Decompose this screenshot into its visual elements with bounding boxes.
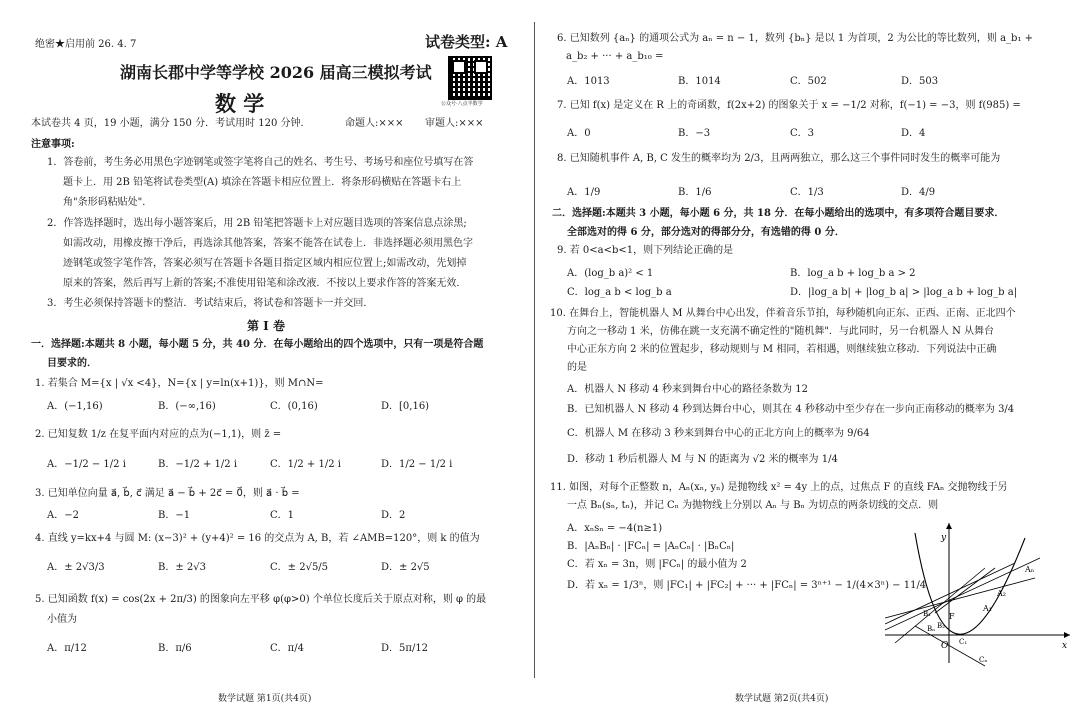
- q5-option-b: B．π/6: [158, 643, 192, 654]
- q6-stem: 6. 已知数列 {aₙ} 的通项公式为 aₙ = n − 1，数列 {bₙ} 是以 1 为首项，2 为公比的等比数列，则 a_b₁ +: [557, 33, 1034, 44]
- label-origin: O: [941, 641, 949, 651]
- x-axis-arrow-icon: [1064, 632, 1070, 638]
- section1-line: 一．选择题:本题共 8 小题，每小题 5 分，共 40 分．在每小题给出的四个选项中，只有一项是符合题: [31, 339, 484, 350]
- y-axis-arrow-icon: [946, 523, 952, 529]
- q1-option-c: C．(0,16): [270, 401, 318, 412]
- q11-option-b: B．|AₙBₙ| · |FCₙ| = |AₙCₙ| · |BₙCₙ|: [567, 541, 735, 552]
- parabola-figure: [875, 518, 1075, 668]
- q5-stem: 5. 已知函数 f(x) = cos(2x + 2π/3) 的图象向左平移 φ(φ>0) 个单位长度后关于原点对称，则 φ 的最: [35, 594, 487, 605]
- q10-line: 方向之一移动 1 米，仿佛在跳一支充满不确定性的"随机舞"．与此同时，另一台机器人 N 从舞台: [567, 326, 995, 337]
- q7-option-c: C．3: [790, 128, 815, 139]
- q1-option-a: A．(−1,16): [47, 401, 103, 412]
- q3-option-d: D．2: [381, 510, 406, 521]
- q3-option-c: C．1: [270, 510, 295, 521]
- q9-option-c: C．log_a b < log_b a: [567, 287, 672, 298]
- q8-option-d: D．4/9: [901, 187, 936, 198]
- q7-option-d: D．4: [901, 128, 926, 139]
- q10-option-a: A．机器人 N 移动 4 秒来到舞台中心的路径条数为 12: [567, 384, 808, 395]
- note-line: 题卡上．用 2B 铅笔将试卷类型(A) 填涂在答题卡相应位置上．将条形码横贴在答题卡右上: [63, 177, 462, 188]
- label-cn: Cₙ: [979, 656, 988, 664]
- page-footer: 数学试题 第1页(共4页): [218, 694, 312, 704]
- q10-option-b: B．已知机器人 N 移动 4 秒到达舞台中心，则其在 4 秒移动中至少存在一步向正南移动的概率为 3/4: [567, 404, 1015, 415]
- q10-line: 10. 在舞台上，智能机器人 M 从舞台中心出发，伴着音乐节拍，每秒随机向正东、正西、正南、正北四个: [550, 308, 1016, 319]
- q10-option-d: D．移动 1 秒后机器人 M 与 N 的距离为 √2 米的概率为 1/4: [567, 454, 838, 465]
- q6-option-c: C．502: [790, 76, 827, 87]
- q8-option-b: B．1/6: [678, 187, 712, 198]
- paper-type: 试卷类型: A: [425, 33, 508, 51]
- q8-option-a: A．1/9: [567, 187, 601, 198]
- q7-stem: 7. 已知 f(x) 是定义在 R 上的奇函数，f(2x+2) 的图象关于 x = −1/2 对称，f(−1) = −3，则 f(985) =: [557, 100, 1021, 111]
- q6-stem-cont: a_b₂ + ··· + a_b₁₀ =: [566, 51, 664, 62]
- q9-stem: 9. 若 0<a<b<1，则下列结论正确的是: [557, 245, 734, 256]
- label-b2: B₂: [937, 622, 945, 630]
- label-y: y: [941, 533, 947, 543]
- q5-stem-cont: 小值为: [47, 614, 77, 625]
- label-b1: B₁: [923, 610, 931, 618]
- q6-option-b: B．1014: [678, 76, 721, 87]
- q11-line: 一点 Bₙ(sₙ, tₙ)，并记 Cₙ 为抛物线上分别以 Aₙ 与 Bₙ 为切点的两条切线的交点．则: [567, 500, 939, 511]
- q7-option-b: B．−3: [678, 128, 711, 139]
- focal-chord: [885, 558, 1040, 630]
- note-line: 2．作答选择题时，选出每小题答案后，用 2B 铅笔把答题卡上对应题目选项的答案信息点涂黑;: [47, 218, 467, 229]
- page-right: [540, 0, 1080, 717]
- q4-option-a: A．± 2√3/3: [47, 562, 105, 573]
- qr-code-icon: [448, 56, 492, 100]
- q2-option-a: A．−1/2 − 1/2 i: [47, 459, 126, 470]
- exam-title: 湖南长郡中学等学校 2026 届高三模拟考试: [120, 63, 432, 82]
- focal-chord: [885, 578, 1035, 618]
- q5-option-c: C．π/4: [270, 643, 304, 654]
- q2-stem: 2. 已知复数 1/z 在复平面内对应的点为(−1,1)，则 z̄ =: [35, 429, 282, 440]
- q11-line: 11. 如图，对每个正整数 n，Aₙ(xₙ, yₙ) 是抛物线 x² = 4y 上的点，过焦点 F 的直线 FAₙ 交抛物线于另: [550, 482, 1008, 493]
- tangent-line: [895, 568, 985, 643]
- q4-stem: 4. 直线 y=kx+4 与圆 M: (x−3)² + (y+4)² = 16 的交点为 A, B，若 ∠AMB=120°，则 k 的值为: [35, 533, 480, 544]
- q6-option-d: D．503: [901, 76, 939, 87]
- secret-label: 绝密★启用前 26. 4. 7: [35, 39, 137, 50]
- exam-info: 本试卷共 4 页，19 小题，满分 150 分．考试用时 120 分钟．: [31, 118, 311, 129]
- q4-option-b: B．± 2√3: [158, 562, 207, 573]
- label-a2: A₂: [997, 589, 1006, 598]
- label-x: x: [1062, 641, 1068, 651]
- q3-option-b: B．−1: [158, 510, 191, 521]
- q3-option-a: A．−2: [47, 510, 79, 521]
- label-bn: Bₙ: [927, 625, 936, 633]
- q3-stem: 3. 已知单位向量 a⃗, b⃗, c⃗ 满足 a⃗ − b⃗ + 2c⃗ = 0⃗，则 a⃗ · b⃗ =: [35, 488, 300, 499]
- label-focus: F: [949, 612, 955, 621]
- q8-option-c: C．1/3: [790, 187, 824, 198]
- q9-option-d: D．|log_a b| + |log_b a| > |log_a b + log_b a|: [790, 287, 1018, 298]
- q6-option-a: A．1013: [567, 76, 610, 87]
- note-line: 如需改动，用橡皮擦干净后，再选涂其他答案，答案不能答在试卷上．非选择题必须用黑色字: [63, 238, 473, 249]
- note-line: 原来的答案，然后再写上新的答案;不准使用铅笔和涂改液．不按以上要求作答的答案无效．: [63, 278, 467, 289]
- q2-option-b: B．−1/2 + 1/2 i: [158, 459, 238, 470]
- q11-option-a: A．xₙsₙ = −4(n≥1): [567, 523, 663, 534]
- volume-title: 第 Ⅰ 卷: [247, 319, 285, 333]
- q1-option-b: B．(−∞,16): [158, 401, 216, 412]
- q10-line: 中心正东方向 2 米的位置起步，移动规则与 M 相同，若相遇，则继续独立移动．下列说法中正确: [567, 344, 997, 355]
- q1-option-d: D．[0,16): [381, 401, 430, 412]
- notes-title: 注意事项:: [31, 139, 75, 150]
- qr-caption: 公众号·八点半数学: [441, 101, 483, 107]
- q5-option-d: D．5π/12: [381, 643, 429, 654]
- tangent-line: [915, 626, 988, 666]
- q4-option-c: C．± 2√5/5: [270, 562, 329, 573]
- q1-stem: 1. 若集合 M={x | √x <4}，N={x | y=ln(x+1)}，则 M∩N=: [35, 378, 324, 389]
- proposer: 命题人:×××: [345, 118, 404, 129]
- label-a1: A₁: [983, 604, 992, 613]
- page-left: [0, 0, 532, 717]
- q10-line: 的是: [567, 362, 587, 373]
- note-line: 迹钢笔或签字笔作答，答案必须写在答题卡各题目指定区域内相应位置上;如需改动，先划掉: [63, 258, 467, 269]
- q2-option-d: D．1/2 − 1/2 i: [381, 459, 453, 470]
- label-an: Aₙ: [1025, 565, 1035, 574]
- subject-title: 数 学: [215, 91, 265, 116]
- label-c1: C₁: [959, 638, 968, 646]
- q2-option-c: C．1/2 + 1/2 i: [270, 459, 341, 470]
- note-line: 3．考生必须保持答题卡的整洁．考试结束后，将试卷和答题卡一并交回．: [47, 298, 374, 309]
- q9-option-a: A．(log_b a)² < 1: [567, 268, 654, 279]
- parabola-curve: [915, 533, 1025, 634]
- note-line: 1．答卷前，考生务必用黑色字迹钢笔或签字笔将自己的姓名、考生号、考场号和座位号填写在答: [47, 157, 474, 168]
- q7-option-a: A．0: [567, 128, 591, 139]
- column-divider: [534, 22, 535, 678]
- q11-option-d: D．若 xₙ = 1/3ⁿ，则 |FC₁| + |FC₂| + ··· + |FCₙ| = 3ⁿ⁺¹ − 1/(4×3ⁿ) − 11/4: [567, 580, 927, 591]
- q9-option-b: B．log_a b + log_b a > 2: [790, 268, 916, 279]
- section1-line: 目要求的．: [47, 358, 97, 369]
- page-footer: 数学试题 第2页(共4页): [735, 694, 829, 704]
- q4-option-d: D．± 2√5: [381, 562, 430, 573]
- section2-line: 二．选择题:本题共 3 小题，每小题 6 分，共 18 分．在每小题给出的选项中，有多项符合题目要求．: [552, 208, 1005, 219]
- q5-option-a: A．π/12: [47, 643, 87, 654]
- note-line: 角"条形码粘贴处"．: [63, 197, 153, 208]
- q8-stem: 8. 已知随机事件 A, B, C 发生的概率均为 2/3，且两两独立，那么这三个事件同时发生的概率可能为: [557, 153, 1001, 164]
- q11-option-c: C．若 xₙ = 3n，则 |FCₙ| 的最小值为 2: [567, 559, 747, 570]
- section2-line: 全部选对的得 6 分，部分选对的得部分分，有选错的得 0 分．: [567, 227, 845, 238]
- q10-option-c: C．机器人 M 在移动 3 秒来到舞台中心的正北方向上的概率为 9/64: [567, 428, 870, 439]
- reviewer: 审题人:×××: [425, 118, 484, 129]
